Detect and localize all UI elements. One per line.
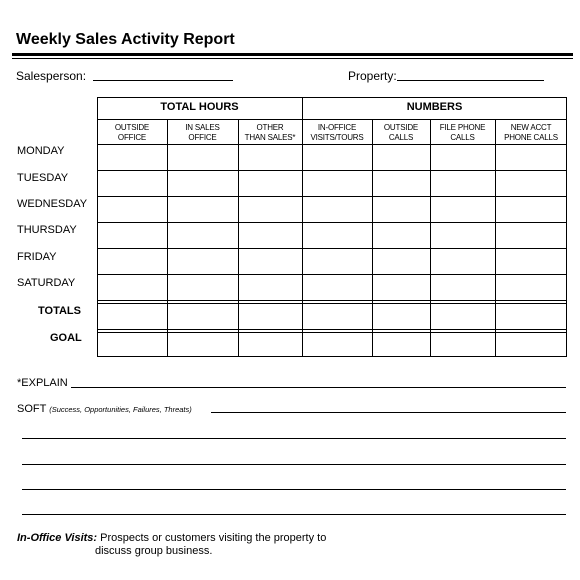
soft-field[interactable]	[211, 412, 566, 413]
column-header-in-sales-office: IN SALES OFFICE	[185, 123, 220, 142]
note-line-2: discuss group business.	[95, 545, 213, 557]
activity-grid	[97, 97, 567, 357]
row-label-goal: GOAL	[50, 332, 82, 344]
column-header-file-phone-calls: FILE PHONE CALLS	[439, 123, 486, 142]
explain-field[interactable]	[71, 387, 566, 388]
soft-subtitle: (Success, Opportunities, Failures, Threats)	[49, 405, 192, 414]
salesperson-field[interactable]	[93, 80, 233, 81]
note-term: In-Office Visits:	[17, 532, 98, 544]
blank-line-3[interactable]	[22, 489, 566, 490]
in-office-visits-note	[17, 532, 326, 545]
blank-line-1[interactable]	[22, 438, 566, 439]
row-label-friday: FRIDAY	[17, 251, 57, 263]
soft-label	[17, 403, 192, 415]
property-label: Property:	[348, 69, 397, 83]
column-header-other-than-sales: OTHER THAN SALES*	[244, 123, 296, 142]
property-field[interactable]	[397, 80, 544, 81]
row-label-monday: MONDAY	[17, 145, 65, 157]
column-header-outside-calls: OUTSIDE CALLS	[383, 123, 419, 142]
explain-label: *EXPLAIN	[17, 377, 68, 389]
row-label-thursday: THURSDAY	[17, 224, 77, 236]
blank-line-2[interactable]	[22, 464, 566, 465]
blank-line-4[interactable]	[22, 514, 566, 515]
note-line-1: Prospects or customers visiting the property to	[100, 532, 327, 544]
row-label-wednesday: WEDNESDAY	[17, 198, 88, 210]
row-label-saturday: SATURDAY	[17, 277, 76, 289]
column-header-outside-office: OUTSIDE OFFICE	[114, 123, 150, 142]
group-header-total-hours: TOTAL HOURS	[160, 101, 239, 113]
title-divider	[12, 53, 573, 59]
column-header-in-office-visits: IN-OFFICE VISITS/TOURS	[310, 123, 364, 142]
soft-label-text: SOFT	[17, 403, 47, 415]
row-label-tuesday: TUESDAY	[17, 172, 69, 184]
report-title: Weekly Sales Activity Report	[16, 31, 235, 48]
column-header-new-acct-phone-calls: NEW ACCT PHONE CALLS	[504, 123, 558, 142]
salesperson-label: Salesperson:	[16, 69, 87, 83]
group-header-numbers: NUMBERS	[406, 101, 463, 113]
row-label-totals: TOTALS	[38, 305, 81, 317]
